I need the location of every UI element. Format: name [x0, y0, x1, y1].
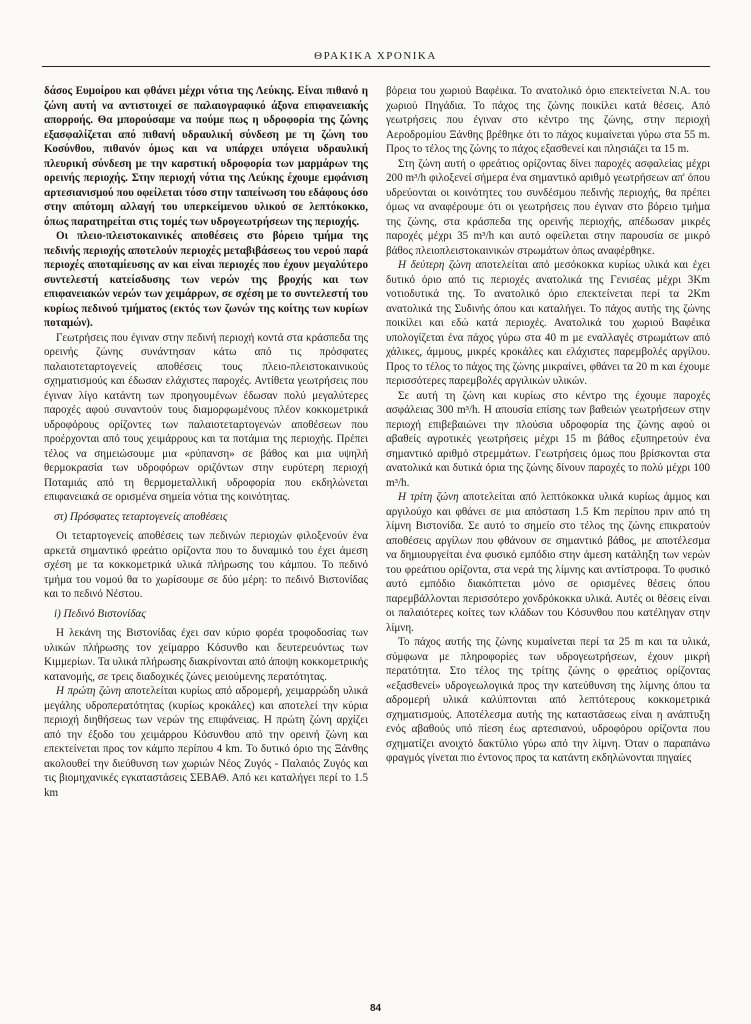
paragraph: Η λεκάνη της Βιστονίδας έχει σαν κύριο φορέα τροφοδοσίας των υλικών πλήρωσης τον χείμαρρο Κόσυνθο και δευτερευόντως των Κιμμερίων. Τα υλικά πλήρωσης διακρίνονται από άποψη κοκκομετρικής κατανομής, σε τρεις διαδοχικές ζώνες μειούμενης περατότητας.: [44, 627, 368, 683]
paragraph: [44, 684, 368, 800]
paragraph: [386, 258, 710, 389]
right-column: [386, 84, 710, 1004]
paragraph: Γεωτρήσεις που έγιναν στην πεδινή περιοχή κοντά στα κράσπεδα της ορεινής ζώνης συνάντησαν κάτω από τις πρόσφατες παλαιοτεταρτογενείς αποθέσεις τους πλειο-πλειστοκαινικούς σχηματισμούς και έδωσαν ελάχιστες παροχές. Αντίθετα γεωτρήσεις που έγιναν λίγο κατάντη των προηγουμένων έδωσαν πολύ μεγαλύτερες παροχές αφού συναντούν τους διαμορφωμένους πλέον κοκκομετρικά υδροφόρους ορίζοντες των παλαιοτεταρτογενών αποθέσεων που προέρχονται από τους χειμάρρους και τα ποτάμια της περιοχής. Πρέπει τέλος να σημειώσουμε μια «ρύπανση» σε βάθος και μια υψηλή θερμοκρασία των υδροφόρων οριζόντων στην ευρύτερη περιοχή Ποταμιάς από τη θερμομεταλλική υδροφορία που εκδηλώνεται επιφανειακά σε ορισμένα σημεία νότια της κοινότητας.: [44, 331, 368, 503]
paragraph-text: αποτελείται κυρίως από αδρομερή, χειμαρρώδη υλικά μεγάλης υδροπερατότητας (κυρίως κροκάλες) και αποτελεί την κύρια περιοχή διηθήσεως των νερών της επιφάνειας. Η πρώτη ζώνη αρχίζει από την έξοδο του χειμάρρου Κόσυνθου από την ορεινή ζώνη και επεκτείνεται προς τον κάμπο περίπου 4 km. Το δυτικό όριο της Ξάνθης ακολουθεί την διεύθυνση των χωριών Νέος Ζυγός - Παλαιός Ζυγός και τις βιομηχανικές εγκαταστάσεις ΣΕΒΑΘ. Από κει καταλήγει περί το 1.5 km: [44, 685, 368, 799]
page-number: 84: [369, 1003, 382, 1014]
subsection-heading: i) Πεδινό Βιστονίδας: [54, 607, 146, 620]
header-rule: [42, 66, 710, 67]
zone-term: Η δεύτερη ζώνη: [398, 259, 471, 271]
paragraph: Οι τεταρτογενείς αποθέσεις των πεδινών περιοχών φιλοξενούν ένα αρκετά σημαντικό φρεάτιο ορίζοντα που το δυναμικό του έχει άμεση σχέση με τα κοκκομετρικά υλικά πλήρωσης του κάμπου. Το πεδινό τμήμα του νομού θα το χωρίσουμε σε δύο μέρη: το πεδινό Βιστονίδας και το πεδινό Νέστου.: [44, 530, 368, 600]
paragraph: Οι πλειο-πλειστοκαινικές αποθέσεις στο βόρειο τμήμα της πεδινής περιοχής αποτελούν περιοχές μεταβιβάσεως του νερού παρά περιοχές αποταμίευσης αν και είναι περιοχές που έχουν μεγαλύτερο συντελεστή κατείσδυσης των νερών της βροχής και των επιφανειακών νερών των χειμάρρων, σε σχέση με το συντελεστή του κυρίως πεδινού τμήματος (εκτός των ζωνών της κοίτης των κυρίων ποταμών).: [44, 230, 368, 329]
paragraph: Σε αυτή τη ζώνη και κυρίως στο κέντρο της έχουμε παροχές ασφάλειας 300 m³/h. Η απουσία επίσης των βαθειών γεωτρήσεων στην περιοχή επιβεβαιώνει την πλούσια υδροφορία της ζώνης αφού οι αβαθείς αγροτικές γεωτρήσεις μέχρι 15 m βάθος εξυπηρετούν ένα σημαντικό αριθμό στρεμμάτων. Γεωτρήσεις όμως που βρίσκονται στα ανατολικά και δυτικά όρια της ζώνης δίνουν παροχές το πολύ μέχρι 100 m³/h.: [386, 389, 710, 489]
paragraph-text: αποτελείται από λεπτόκοκκα υλικά κυρίως άμμος και αργιλούχο και φθάνει σε μια απόσταση 1.5 Km περίπου πριν από τη λίμνη Βιστονίδα. Σε αυτό το σημείο στο τέλος της ζώνης επικρατούν αποθέσεις αργίλων που φθάνουν σε σημαντικό βάθος, με αποτέλεσμα να δημιουργείται ένα φυσικό εμπόδιο στην άμεση κατάληξη των νερών του φρεάτιου ορίζοντα, στα νερά της λίμνης και αντίστροφα. Το φυσικό αυτό εμπόδιο διακόπτεται μόνο σε ορισμένες θέσεις όπου παρεμβάλλονται περισσότερο χονδρόκοκκα υλικά. Αυτές οι θέσεις είναι οι παλαιότερες κοίτες των κλάδων του Κόσυνθου που κατέληγαν στην λίμνη.: [386, 491, 710, 634]
paragraph: βόρεια του χωριού Βαφέικα. Το ανατολικό όριο επεκτείνεται Ν.Α. του χωριού Πηγάδια. Το πάχος της ζώνης ποικίλει κατά θέσεις. Από γεωτρήσεις που έγιναν στο κέντρο της ζώνης, στην περιοχή Αεροδρομίου Ξάνθης βρέθηκε ότι το πάχος κυμαίνεται γύρω στα 55 m. Προς το τέλος της ζώνης το πάχος εξασθενεί και πλησιάζει τα 15 m.: [386, 85, 710, 155]
paragraph: Το πάχος αυτής της ζώνης κυμαίνεται περί τα 25 m και τα υλικά, σύμφωνα με πληροφορίες των υδρογεωτρήσεων, έχουν μικρή περατότητα. Στο τέλος της τρίτης ζώνης ο φρεάτιος ορίζοντας «εξασθενεί» υδρογεωλογικά προς την κατεύθυνση της λίμνης όπου τα αδρομερή υλικά καλύπτονται από λεπτότερους κοκκομετρικά σχηματισμούς. Αποτέλεσμα αυτής της καταστάσεως είναι η ανάπτυξη ενός αβαθούς υπό πίεση έως αρτεσιανού, υδροφόρου ορίζοντα που σχηματίζει ανοιχτό δακτύλιο γύρω από την λίμνη. Όταν ο παραπάνω φραγμός γίνεται πιο έντονος προς τα κατάντη εκδηλώνονται πηγαίες: [386, 636, 710, 764]
section-heading: στ) Πρόσφατες τεταρτογενείς αποθέσεις: [54, 510, 228, 523]
paragraph: Στη ζώνη αυτή ο φρεάτιος ορίζοντας δίνει παροχές ασφαλείας μέχρι 200 m³/h φιλοξενεί σήμερα ένα σημαντικό αριθμό γεωτρήσεων απ' όπου υδρεύονται οι κοινότητες του συνδέσμου πεδινής περιοχής, θα πρέπει όμως να αναφέρουμε ότι οι γεωτρήσεις που έγιναν στο βόρειο τμήμα της ζώνης, στα κράσπεδα της ορεινής περιοχής, απέδωσαν μικρές παροχές μέχρι 35 m³/h και αυτό οφείλεται στην παρουσία σε μικρό βάθος πλειοπλειστοκαινικών στρωμάτων όπως αναφέρθηκε.: [386, 157, 710, 257]
paragraph: [386, 490, 710, 635]
zone-term: Η τρίτη ζώνη: [398, 491, 459, 503]
left-column: [44, 84, 368, 1004]
paragraph-text: αποτελείται από μεσόκοκκα κυρίως υλικά και έχει δυτικό όριο από τις περιοχές ανατολικά της Γενισέας μέχρι 3Km νοτιοδυτικά της. Το ανατολικό όριο επεκτείνεται περί τα 2Km ανατολικά της Συδινής όπου και καταλήγει. Το πάχος αυτής της ζώνης ποικίλει και εδώ κατά περιοχές. Ανατολικά του χωριού Βαφέικα υπολογίζεται ένα πάχος γύρω στα 40 m με εναλλαγές στρωμάτων από χάλικες, άμμους, μικρές κροκάλες και ελάχιστες παρεμβολές αργίλου. Προς το τέλος το πάχος της ζώνης μικραίνει, φθάνει τα 20 m και έχουμε περισσότερες παρεμβολές αργιλικών υλικών.: [386, 259, 710, 387]
zone-term: Η πρώτη ζώνη: [56, 685, 122, 697]
paragraph: δάσος Ευμοίρου και φθάνει μέχρι νότια της Λεύκης. Είναι πιθανό η ζώνη αυτή να αντιστοιχεί σε παλαιογραφικό άξονα επιφανειακής απορροής. Θα μπορούσαμε να πούμε πως η υδροφορία της ζώνης εξασφαλίζεται από πιθανή υδραυλική σύνδεση με τη ζώνη του Κοσύνθου, πιθανόν όμως και να υπάρχει υπόγεια υδραυλική πλευρική σύνδεση με την καρστική υδροφορία των μαρμάρων της ορεινής περιοχής. Στην περιοχή νότια της Λεύκης έχουμε εμφάνιση αρτεσιανισμού που οφείλεται τόσο στην ταπείνωση του εδάφους όσο στην απότομη αλλαγή του υπερκείμενου υλικού σε λεπτόκοκκο, όπως παρατηρείται στις τομές των υδρογεωτρήσεων της περιοχής.: [44, 85, 368, 228]
running-header: ΘΡΑΚΙΚΑ ΧΡΟΝΙΚΑ: [314, 50, 437, 62]
